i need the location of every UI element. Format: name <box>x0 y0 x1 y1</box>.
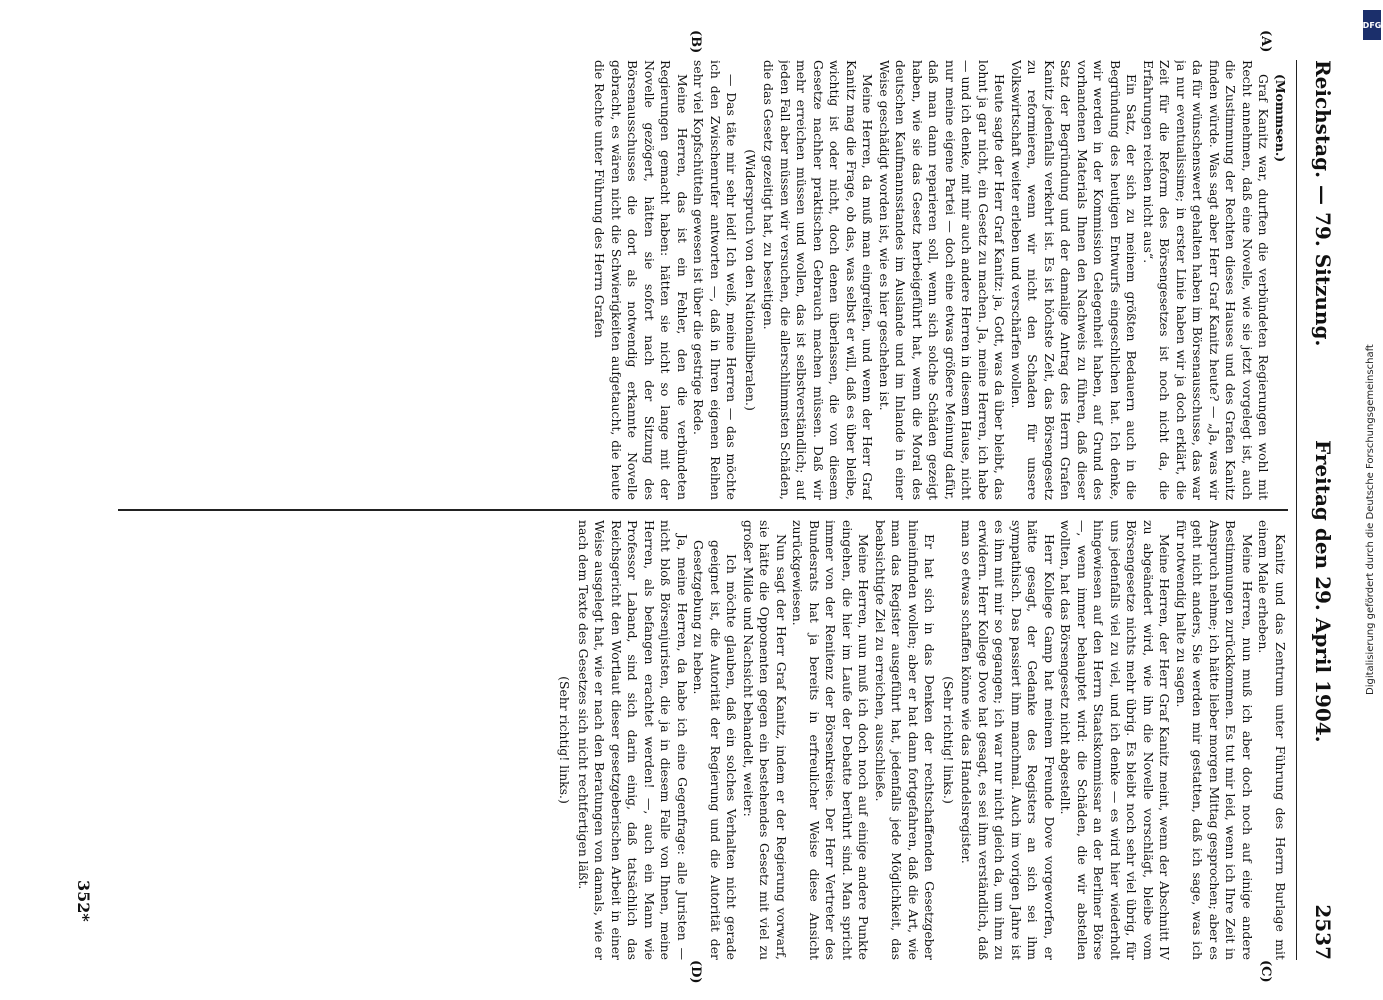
interjection: (Sehr richtig! links.) <box>941 676 956 804</box>
margin-mark-d: (D) <box>688 960 703 984</box>
interjection: (Sehr richtig! links.) <box>557 676 573 804</box>
paragraph: Er hat sich in das Denken der rechtschaffenden Gesetzgeber hineinfinden wollen; aber er hat dann fortgefahren, daß die Art, wie man das Register ausgeführt hat, jedenfalls jede Möglichkeit, das beabsichtigte Ziel zu erreichen, ausschließe. <box>873 520 938 960</box>
dfg-logo: DFG <box>1363 10 1381 40</box>
paragraph: Nun sagt der Herr Graf Kanitz, indem er der Regierung vorwarf, sie hätte die Opponenten gegen ein bestehendes Gesetz mit viel zu großer Milde und Nachsicht behandelt, weiter: <box>741 520 789 960</box>
column-divider <box>118 509 1288 511</box>
digitization-note: Digitalisierung gefördert durch die Deutsche Forschungsgemeinschaft <box>1365 344 1376 696</box>
paragraph: Heute sagte der Herr Graf Kanitz: ja, Gott, was da über bleibt, das lohnt ja gar nicht, ein Gesetz zu machen. Ja, meine Herren, ich habe — und ich denke, mit mir auch andere Herren in diesem Hause, nicht nur meine eigene Partei — doch eine etwas größere Meinung dafür, daß man dann reparieren soll, wenn sich solche Schäden gezeigt haben, wie sie das Gesetz herbeigeführt hat, wenn die Moral des deutschen Kaufmannsstandes im Auslande und im Inlande in einer Weise geschädigt worden ist, wie es hier geschehen ist. <box>877 60 1008 500</box>
paragraph: Kanitz und das Zentrum unter Führung des Herrn Burlage mit einem Male erheben. <box>1256 520 1288 960</box>
paragraph: — Das täte mir sehr leid! Ich weiß, meine Herren — das möchte ich den Zwischenrufer antworten —, daß in Ihren eigenen Reihen sehr viel Kopfschütteln gewesen ist über die gestrige Rede. <box>691 60 740 500</box>
interjection: (Widerspruch von den Nationalliberalen.) <box>743 149 758 411</box>
margin-mark-c: (C) <box>1258 960 1273 983</box>
paragraph: Herr Kollege Gamp hat meinem Freunde Dove vorgeworfen, er hätte gesagt, der Gedanke des Registers an sich sei ihm sympathisch. Das passiert ihm manchmal. Auch im vorigen Jahre ist es ihm mit mir so gegangen; ich war nur nicht gleich da, um ihm zu erwidern. Herr Kollege Dove hat gesagt, es sei ihm verständlich, daß man so etwas schaffen könne wie das Handelsregister. <box>959 520 1057 960</box>
left-column <box>118 60 1288 500</box>
page-header <box>1303 60 1343 960</box>
paragraph: Meine Herren, das ist ein Fehler, den die verbündeten Regierungen gemacht haben: hätten sie nicht so lange mit der Novelle gezögert, hätten sie sofort nach der Sitzung des Börsenausschusses die dort als notwendig erkannte Novelle gebracht, es wären nicht die Schwierigkeiten aufgetaucht, die heute die Rechte unter Führung des Herrn Grafen <box>592 60 690 500</box>
paragraph: Ja, meine Herren, da habe ich eine Gegenfrage: alle Juristen — nicht bloß Börsenjuristen, die ja in diesem Falle von Ihnen, meine Herren, als befangen erachtet werden! —, auch ein Mann wie Professor Laband, sind sich darin einig, daß tatsächlich das Reichsgericht den Wortlaut dieser gesetzgeberischen Arbeit in einer Weise ausgelegt hat, wie er nach den Beratungen von damals, wie er nach dem Texte des Gesetzes sich nicht rechtfertigen läßt. <box>576 520 690 960</box>
margin-mark-a: (A) <box>1258 30 1273 53</box>
right-column <box>118 520 1288 960</box>
speaker-tag: (Mommsen.) <box>1273 74 1288 163</box>
paragraph: Ein Satz, der sich zu meinem größten Bedauern auch in die Begründung des heutigen Entwurfs eingeschlichen hat. Ich denke, wir werden in der Kommission Gelegenheit haben, auf Grund des vorhandenen Materials Ihnen den Nachweis zu führen, daß dieser Satz der Begründung und der damalige Antrag des Herrn Grafen Kanitz jedenfalls verkehrt ist. Es ist höchste Zeit, das Börsengesetz zu reformieren, wenn wir nicht den Schaden für unsere Volkswirtschaft weiter erleben und verschärfen wollen. <box>1009 60 1140 500</box>
header-left: Reichstag. — 79. Sitzung. <box>1311 60 1335 347</box>
header-rule <box>1296 60 1297 960</box>
quotation: Ich möchte glauben, daß ein solches Verhalten nicht gerade geeignet ist, die Autorität der Regierung und die Autorität der Gesetzgebung zu heben. <box>691 540 740 960</box>
paragraph: Meine Herren, nun muß ich aber doch noch auf einige andere Bestimmungen zurückkommen. Es tut mir leid, wenn ich Ihre Zeit in Anspruch nehme; ich hätte lieber morgen Mittag gesprochen; aber es geht nicht anders, Sie werden mir gestatten, daß ich sage, was ich für notwendig halte zu sagen. <box>1174 520 1255 960</box>
paragraph: Meine Herren, nun muß ich doch noch auf einige andere Punkte eingehen, die hier im Laufe der Debatte berührt sind. Man spricht immer von der Renitenz der Börsenkreise. Der Herr Vertreter des Bundesrats hat ja bereits in erfreulicher Weise diese Ansicht zurückgewiesen. <box>790 520 872 960</box>
signature-mark: 352* <box>74 880 93 922</box>
page-number: 2537 <box>1311 904 1335 960</box>
header-date: Freitag den 29. April 1904. <box>1311 440 1335 743</box>
paragraph: Graf Kanitz war, durften die verbündeten Regierungen wohl mit Recht annehmen, daß eine Novelle, wie sie jetzt vorgelegt ist, auch die Zustimmung der Rechten dieses Hauses und des Grafen Kanitz finden würde. Was sagt aber Herr Graf Kanitz heute? — „Ja, was wir da für wünschenswert gehalten haben im Börsenausschusse, das war ja nur eventualissime; in erster Linie haben wir ja doch erklärt, die Zeit für die Reform des Börsengesetzes ist noch nicht da, die Erfahrungen reichen nicht aus“. <box>1141 60 1272 500</box>
margin-mark-b: (B) <box>688 30 703 54</box>
paragraph: Meine Herren, der Herr Graf Kanitz meint, wenn der Abschnitt IV zu abgeändert wird, wie ihn die Novelle vorschlägt, bleibe vom Börsengesetze nichts mehr übrig. Es bleibt noch sehr viel übrig, für uns jedenfalls viel zu viel, und ich denke — es wird hier wiederholt hingewiesen auf den Herrn Staatskommissar an der Berliner Börse —, wenn immer behauptet wird: die Schäden, die wir abstellen wollten, hat das Börsengesetz nicht abgestellt. <box>1058 520 1173 960</box>
paragraph: Meine Herren, da muß man eingreifen, und wenn der Herr Graf Kanitz mag die Frage, ob das, was selbst er will, daß es über bleibe, wichtig ist oder nicht, doch denen überlassen, die von diesem Gesetze nachher praktischen Gebrauch machen müssen. Daß wir mehr erreichen müssen und wollen, das ist selbstverständlich; auf jeden Fall aber müssen wir versuchen, die allerschlimmsten Schäden, die das Gesetz gezeitigt hat, zu beseitigen. <box>761 60 876 500</box>
